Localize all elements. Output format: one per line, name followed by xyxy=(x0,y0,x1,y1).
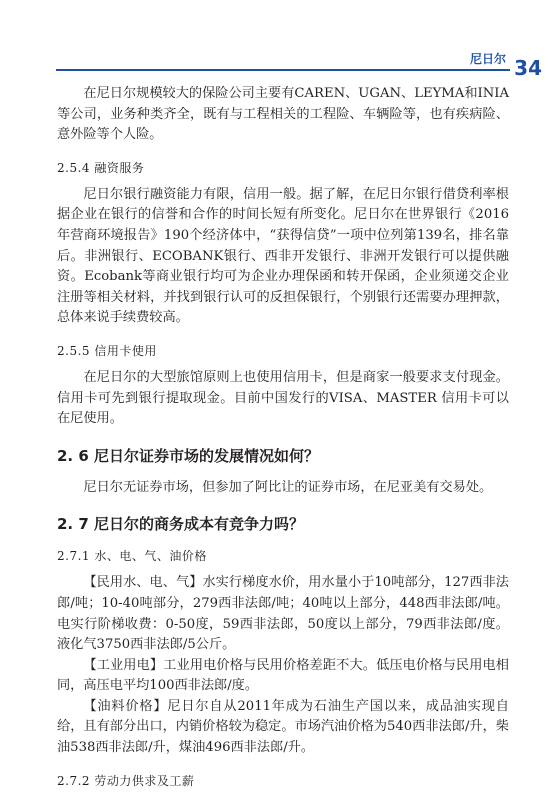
paragraph-credit-card: 在尼日尔的大型旅馆原则上也使用信用卡，但是商家一般要求支付现金。信用卡可先到银行提取现金。目前中国发行的VISA、MASTER 信用卡可以在尼使用。 xyxy=(57,369,509,427)
header-rule xyxy=(56,69,510,71)
running-header-title: 尼日尔 xyxy=(469,52,506,66)
paragraph-civil-utilities: 【民用水、电、气】水实行梯度水价，用水量小于10吨部分，127西非法郎/吨；10-40吨部分，279西非法郎/吨；40吨以上部分，448西非法郎/吨。电实行阶梯收费：0-50度，59西非法郎，50度以上部分，79西非法郎/度。液化气3750西非法郎/5公斤。 xyxy=(57,575,509,653)
page-content xyxy=(57,84,509,798)
paragraph-oil-prices: 【油料价格】尼日尔自从2011年成为石油生产国以来，成品油实现自给，且有部分出口，内销价格较为稳定。市场汽油价格为540西非法郎/升，柴油538西非法郎/升，煤油496西非法郎/升。 xyxy=(57,698,509,756)
heading-2-7-1: 2.7.1 水、电、气、油价格 xyxy=(57,549,207,564)
paragraph-insurance: 在尼日尔规模较大的保险公司主要有CAREN、UGAN、LEYMA和INIA等公司，业务种类齐全，既有与工程相关的工程险、车辆险等，也有疾病险、意外险等个人险。 xyxy=(57,86,509,143)
heading-2-6: 2. 6 尼日尔证券市场的发展情况如何？ xyxy=(57,446,320,465)
paragraph-securities: 尼日尔无证券市场，但参加了阿比让的证券市场，在尼亚美有交易处。 xyxy=(83,479,493,495)
heading-2-7: 2. 7 尼日尔的商务成本有竞争力吗？ xyxy=(57,515,305,534)
page-number: 34 xyxy=(514,56,542,80)
heading-2-5-4: 2.5.4 融资服务 xyxy=(57,160,145,175)
heading-2-5-5: 2.5.5 信用卡使用 xyxy=(57,343,157,358)
paragraph-industrial-power: 【工业用电】工业用电价格与民用价格差距不大。低压电价格与民用电相同，高压电平均100西非法郎/度。 xyxy=(57,657,509,694)
heading-2-7-2: 2.7.2 劳动力供求及工薪 xyxy=(57,773,195,788)
paragraph-financing: 尼日尔银行融资能力有限，信用一般。据了解，在尼日尔银行借贷利率根据企业在银行的信誉和合作的时间长短有所变化。尼日尔在世界银行《2016年营商环境报告》190个经济体中，“获得信贷”一项中位列第139名，排名靠后。非洲银行、ECOBANK银行、西非开发银行、非洲开发银行可以提供融资。Ecobank等商业银行均可为企业办理保函和转开保函，企业须递交企业注册等相关材料，并找到银行认可的反担保银行，个别银行还需要办理押款，总体来说手续费较高。 xyxy=(57,186,509,326)
